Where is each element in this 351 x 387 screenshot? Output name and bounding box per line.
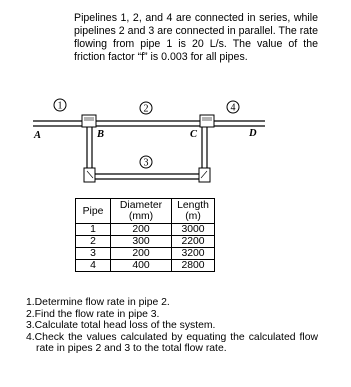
task-item-3: 3.Calculate total head loss of the system. bbox=[26, 320, 216, 331]
cell-pipe: 4 bbox=[76, 260, 111, 272]
junction-c-fitting bbox=[200, 115, 214, 127]
cell-diameter: 200 bbox=[111, 248, 172, 260]
pipe-network-diagram bbox=[33, 96, 265, 192]
pipe-label-2: 2 bbox=[143, 103, 149, 115]
header-diameter bbox=[111, 199, 172, 224]
cell-length: 2800 bbox=[172, 260, 215, 272]
problem-statement: Pipelines 1, 2, and 4 are connected in series, while pipelines 2 and 3 are connected in parallel. The rate flowing from pipe 1 is 20 L/s. The value of the friction factor “f” is 0.003 for all pipes. bbox=[74, 12, 318, 63]
elbow-right bbox=[199, 168, 210, 182]
cell-length: 3000 bbox=[172, 224, 215, 236]
cell-diameter: 200 bbox=[111, 224, 172, 236]
pipe-label-4: 4 bbox=[230, 102, 236, 114]
pipe-label-3: 3 bbox=[143, 157, 149, 169]
task-list bbox=[26, 297, 318, 355]
header-diameter-unit: (mm) bbox=[128, 211, 154, 222]
header-length-unit: (m) bbox=[185, 211, 201, 222]
table-row bbox=[76, 236, 215, 248]
cell-length: 2200 bbox=[172, 236, 215, 248]
cell-length: 3200 bbox=[172, 248, 215, 260]
header-length-label: Length bbox=[177, 200, 209, 211]
table-header-row bbox=[76, 199, 215, 224]
header-pipe: Pipe bbox=[76, 199, 111, 224]
task-item-2: 2.Find the flow rate in pipe 3. bbox=[26, 308, 160, 320]
task-item-1: 1.Determine flow rate in pipe 2. bbox=[26, 297, 170, 308]
node-label-b: B bbox=[97, 129, 105, 140]
node-label-c: C bbox=[190, 129, 198, 140]
cell-pipe: 3 bbox=[76, 248, 111, 260]
task-item-4: 4.Check the values calculated by equating the calculated flow rate in pipes 2 and 3 to the total flow rate. bbox=[26, 331, 318, 354]
pipe-label-1: 1 bbox=[57, 100, 63, 112]
node-label-a: A bbox=[34, 130, 42, 141]
header-length bbox=[172, 199, 215, 224]
pipe-data-table bbox=[75, 198, 215, 272]
elbow-left bbox=[84, 168, 95, 182]
junction-b-fitting bbox=[82, 115, 96, 127]
table-row bbox=[76, 224, 215, 236]
table-row bbox=[76, 248, 215, 260]
loop-pipe-outer-wall bbox=[87, 127, 207, 179]
cell-diameter: 400 bbox=[111, 260, 172, 272]
cell-diameter: 300 bbox=[111, 236, 172, 248]
cell-pipe: 2 bbox=[76, 236, 111, 248]
node-label-d: D bbox=[249, 128, 257, 139]
cell-pipe: 1 bbox=[76, 224, 111, 236]
header-diameter-label: Diameter bbox=[119, 200, 163, 211]
table-row bbox=[76, 260, 215, 272]
pipe-network-figure bbox=[33, 96, 265, 192]
